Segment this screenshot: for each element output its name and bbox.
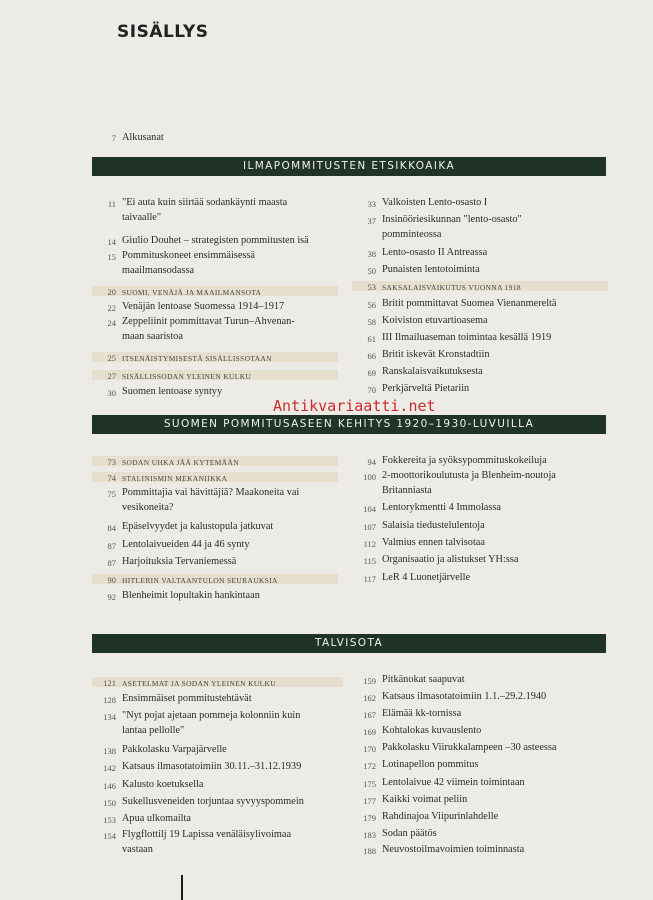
page-number: 7 (111, 133, 116, 143)
entry-title-line: Koiviston etuvartioasema (382, 315, 488, 326)
entry-title: Alkusanat (122, 132, 164, 143)
entry-title-line: Venäjän lentoase Suomessa 1914–1917 (122, 301, 285, 312)
entry-title-line: Pommittajia vai hävittäjiä? Maakoneita vai (122, 487, 300, 498)
entry-title-line: Britit pommittavat Suomea Vienanmereltä (382, 298, 557, 309)
subsection-label: ITSENÄISTYMISESTÄ SISÄLLISSOTAAN (122, 354, 272, 363)
page-number: 159 (363, 676, 376, 686)
page-number: 112 (363, 539, 376, 549)
page-number: 66 (367, 351, 376, 361)
entry-title-line: Kaikki voimat peliin (382, 794, 468, 805)
page-number: 142 (103, 763, 116, 773)
page-number: 115 (363, 556, 376, 566)
page-number: 175 (363, 779, 376, 789)
entry-title-line: Epäselvyydet ja kalustopula jatkuvat (122, 521, 274, 532)
entry-title-line: vastaan (122, 844, 153, 855)
page-number: 117 (363, 574, 376, 584)
section-header-1: ILMAPOMMITUSTEN ETSIKKOAIKA (92, 157, 606, 176)
subsection-label: SUOMI, VENÄJÄ JA MAAILMANSOTA (122, 288, 262, 297)
entry-title-line: Organisaatio ja alistukset YH:ssa (382, 554, 519, 565)
entry-title-line: Pommituskoneet ensimmäisessä (122, 250, 255, 261)
subsection-label: STALINISMIN MEKANIIKKA (122, 474, 228, 483)
entry-title-line: Kalusto koetuksella (122, 779, 204, 790)
page-number: 61 (367, 334, 376, 344)
entry-title-line: Katsaus ilmasotatoimiin 1.1.–29.2.1940 (382, 691, 547, 702)
page-number: 92 (107, 592, 116, 602)
page-number: 100 (363, 472, 376, 482)
page-number: 87 (107, 558, 116, 568)
entry-title-line: vesikoneita? (122, 502, 174, 513)
entry-title-line: Ensimmäiset pommitustehtävät (122, 693, 252, 704)
page-number: 22 (107, 303, 116, 313)
entry-title-line: Pakkolasku Varpajärvelle (122, 744, 227, 755)
page-number: 56 (367, 300, 376, 310)
entry-title-line: Suomen lentoase syntyy (122, 386, 223, 397)
entry-title-line: Sodan päätös (382, 828, 437, 839)
subsection-label: SAKSALAISVAIKUTUS VUONNA 1918 (382, 283, 522, 292)
entry-title-line: Lento-osasto II Antreassa (382, 247, 488, 258)
page-number: 15 (107, 252, 116, 262)
page-number: 24 (107, 318, 116, 328)
entry-title-line: Katsaus ilmasotatoimiin 30.11.–31.12.1939 (122, 761, 302, 772)
page-number: 177 (363, 796, 376, 806)
entry-title-line: Flygflottilj 19 Lapissa venäläisylivoimaa (122, 829, 292, 840)
page-number: 183 (363, 830, 376, 840)
entry-title-line: Rahdinajoa Viipurinlahdelle (382, 811, 499, 822)
page-number: 37 (367, 216, 376, 226)
page-number: 94 (367, 457, 376, 467)
entry-title-line: Sukellusveneiden torjuntaa syvyyspommein (122, 796, 304, 807)
entry-title-line: Harjoituksia Tervaniemessä (122, 556, 237, 567)
entry-title-line: "Nyt pojat ajetaan pommeja kolonniin kuin (122, 710, 301, 721)
entry-title-line: taivaalle" (122, 212, 162, 223)
page-number: 128 (103, 695, 116, 705)
page-number: 11 (107, 199, 116, 209)
page-number: 138 (103, 746, 116, 756)
page-number: 84 (107, 523, 116, 533)
entry-title-line: LeR 4 Luonetjärvelle (382, 572, 471, 583)
page-number: 38 (367, 249, 376, 259)
entry-title-line: Perkjärveltä Pietariin (382, 383, 470, 394)
page-number: 30 (107, 388, 116, 398)
page-number: 20 (107, 287, 116, 297)
entry-title-line: maailmansodassa (122, 265, 195, 276)
page-number: 146 (103, 781, 116, 791)
entry-title-line: Pakkolasku Viirukkalampeen –30 asteessa (382, 742, 557, 753)
entry-title-line: Valkoisten Lento-osasto I (382, 197, 488, 208)
page-number: 75 (107, 489, 116, 499)
page-number: 14 (107, 237, 116, 247)
entry-title-line: Britanniasta (382, 485, 432, 496)
entry-title-line: Lentolaivue 42 viimein toimintaan (382, 777, 525, 788)
page-number: 25 (107, 353, 116, 363)
page-number: 167 (363, 710, 376, 720)
page-number: 73 (107, 457, 116, 467)
bookmark-ribbon (181, 875, 183, 900)
page-number: 172 (363, 761, 376, 771)
page-number: 87 (107, 541, 116, 551)
page-number: 188 (363, 846, 376, 856)
page-number: 50 (367, 266, 376, 276)
page-title: SISÄLLYS (117, 22, 209, 42)
entry-title-line: Blenheimit lopultakin hankintaan (122, 590, 260, 601)
entry-title-line: lantaa pellolle" (122, 725, 185, 736)
entry-title-line: maan saaristoa (122, 331, 183, 342)
entry-title-line: Ranskalaisvaikutuksesta (382, 366, 483, 377)
page-number: 134 (103, 712, 116, 722)
page-number: 169 (363, 727, 376, 737)
page-number: 27 (107, 371, 116, 381)
page-number: 150 (103, 798, 116, 808)
entry-title-line: Giulio Douhet – strategisten pommitusten isä (122, 235, 309, 246)
entry-title-line: Salaisia tiedustelulentoja (382, 520, 485, 531)
subsection-label: HITLERIN VALTAANTULON SEURAUKSIA (122, 576, 278, 585)
entry-title-line: Kohtalokas kuvauslento (382, 725, 482, 736)
page-number: 121 (103, 678, 116, 688)
subsection-label: ASETELMAT JA SODAN YLEINEN KULKU (122, 679, 277, 688)
entry-title-line: Lentorykmentti 4 Immolassa (382, 502, 501, 513)
entry-title-line: "Ei auta kuin siirtää sodankäynti maasta (122, 197, 288, 208)
entry-title-line: Elämää kk-tornissa (382, 708, 462, 719)
entry-title-line: Fokkereita ja syöksypommituskokeiluja (382, 455, 547, 466)
entry-title-line: III Ilmailuaseman toimintaa kesällä 1919 (382, 332, 552, 343)
watermark: Antikvariaatti.net (273, 397, 436, 415)
page-number: 70 (367, 385, 376, 395)
page-number: 162 (363, 693, 376, 703)
page-number: 58 (367, 317, 376, 327)
entry-title-line: pomminteossa (382, 229, 442, 240)
page-number: 153 (103, 815, 116, 825)
page-number: 107 (363, 522, 376, 532)
page-number: 69 (367, 368, 376, 378)
page-number: 53 (367, 282, 376, 292)
entry-title-line: Pitkänokat saapuvat (382, 674, 465, 685)
section-header-3: TALVISOTA (92, 634, 606, 653)
page-number: 154 (103, 831, 116, 841)
entry-title-line: Valmius ennen talvisotaa (382, 537, 485, 548)
entry-title-line: Zeppeliinit pommittavat Turun–Ahvenan- (122, 316, 295, 327)
toc-entry-intro (92, 131, 392, 145)
page-number: 90 (107, 575, 116, 585)
page-number: 74 (107, 473, 116, 483)
page-number: 170 (363, 744, 376, 754)
subsection-label: SODAN UHKA JÄÄ KYTEMÄÄN (122, 458, 239, 467)
entry-title-line: Lentolaivueiden 44 ja 46 synty (122, 539, 250, 550)
entry-title-line: 2-moottorikoulutusta ja Blenheim-noutoja (382, 470, 556, 481)
page-number: 33 (367, 199, 376, 209)
entry-title-line: Britit iskevät Kronstadtiin (382, 349, 490, 360)
page-number: 104 (363, 504, 376, 514)
entry-title-line: Neuvostoilmavoimien toiminnasta (382, 844, 525, 855)
subsection-label: SISÄLLISSODAN YLEINEN KULKU (122, 372, 252, 381)
entry-title-line: Punaisten lentotoiminta (382, 264, 480, 275)
entry-title-line: Insinööriesikunnan "lento-osasto" (382, 214, 522, 225)
section-header-2: SUOMEN POMMITUSASEEN KEHITYS 1920–1930-LUVUILLA (92, 415, 606, 434)
page-number: 179 (363, 813, 376, 823)
entry-title-line: Apua ulkomailta (122, 813, 191, 824)
entry-title-line: Lotinapellon pommitus (382, 759, 479, 770)
